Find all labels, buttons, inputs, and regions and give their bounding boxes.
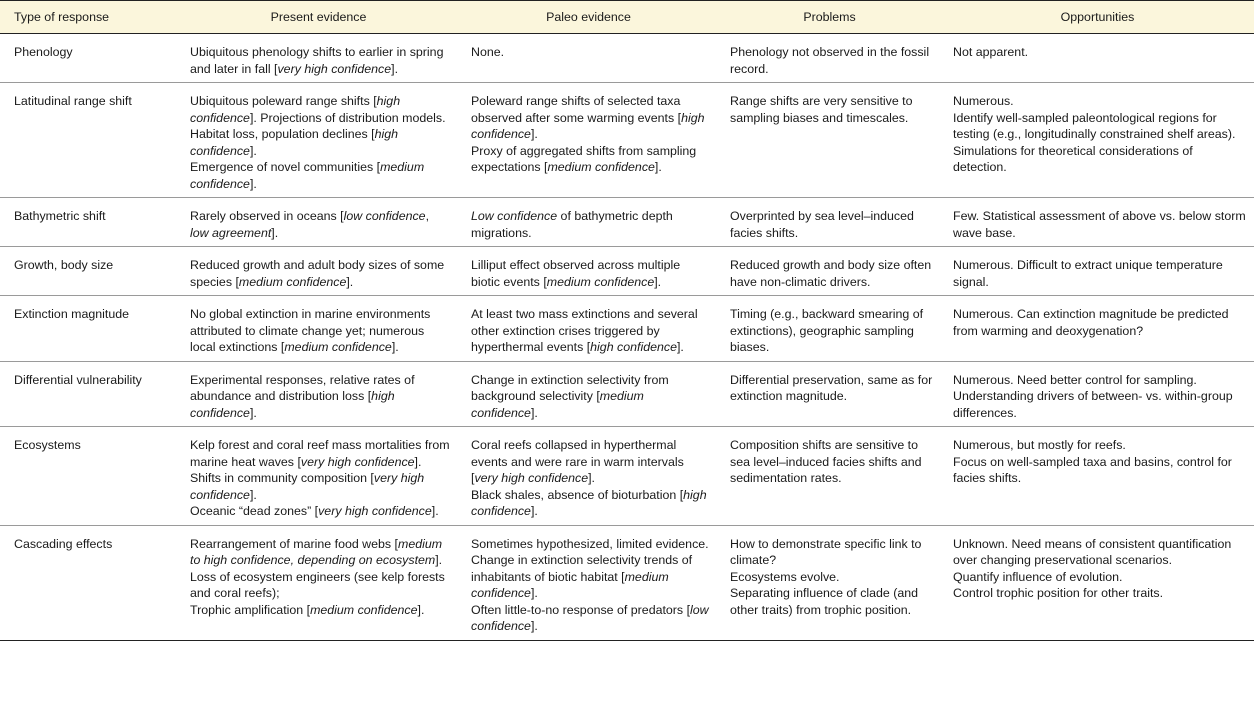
header-type-of-response: Type of response xyxy=(0,1,178,34)
cell-paragraph xyxy=(953,208,1246,241)
confidence-text: high confidence xyxy=(190,94,401,125)
paleo-evidence-cell xyxy=(459,296,718,362)
cell-text: Kelp forest and coral reef mass mortalities from marine heat waves [ xyxy=(190,438,450,469)
confidence-text: medium to high confidence, depending on ecosystem xyxy=(190,536,443,567)
cell-paragraph xyxy=(471,257,710,290)
problems-cell xyxy=(718,34,941,83)
cell-text: Reduced growth and adult body sizes of some species [ xyxy=(190,258,445,289)
header-paleo-evidence: Paleo evidence xyxy=(459,1,718,34)
cell-paragraph xyxy=(471,372,710,422)
cell-paragraph xyxy=(730,437,933,487)
header-problems: Problems xyxy=(718,1,941,34)
opportunities-cell xyxy=(941,34,1254,83)
table-row xyxy=(0,427,1254,526)
cell-text: Rarely observed in oceans [ xyxy=(190,209,344,223)
confidence-text: high confidence xyxy=(471,110,705,141)
cell-paragraph xyxy=(190,503,451,520)
opportunities-cell xyxy=(941,198,1254,247)
confidence-text: very high confidence xyxy=(300,454,415,469)
present-evidence-cell xyxy=(178,361,459,427)
cell-text: Black shales, absence of bioturbation [ xyxy=(471,487,684,502)
cell-text: Habitat loss, population declines [ xyxy=(190,127,375,141)
cell-text: Numerous, but mostly for reefs. xyxy=(953,438,1126,452)
cell-text: ]. xyxy=(654,160,662,174)
cell-paragraph xyxy=(471,143,710,176)
paleo-evidence-cell xyxy=(459,83,718,198)
cell-paragraph xyxy=(471,437,710,487)
problems-cell xyxy=(718,247,941,296)
cell-text: Change in extinction selectivity from background selectivity [ xyxy=(471,372,669,403)
cell-text: ]. xyxy=(530,619,538,633)
cell-text: ]. xyxy=(346,274,354,289)
cell-text: ]. xyxy=(530,586,538,600)
cell-paragraph xyxy=(730,536,933,569)
cell-text: Overprinted by sea level–induced facies shifts. xyxy=(730,209,914,240)
cell-text: Emergence of novel communities [ xyxy=(190,160,381,174)
cell-text: ]. xyxy=(249,143,257,158)
table-row xyxy=(0,247,1254,296)
cell-paragraph xyxy=(730,93,933,126)
cell-text: Shifts in community composition [ xyxy=(190,471,374,485)
cell-paragraph xyxy=(730,372,933,405)
cell-paragraph xyxy=(471,208,710,241)
cell-paragraph xyxy=(190,470,451,503)
present-evidence-cell xyxy=(178,427,459,526)
response-type-cell: Phenology xyxy=(0,34,178,83)
cell-paragraph xyxy=(953,257,1246,290)
cell-text: ]. xyxy=(391,340,399,354)
cell-text: ]. xyxy=(530,127,538,141)
problems-cell xyxy=(718,361,941,427)
cell-paragraph xyxy=(190,306,451,356)
cell-text: Ecosystems evolve. xyxy=(730,569,840,584)
present-evidence-cell xyxy=(178,198,459,247)
cell-text: ]. xyxy=(530,405,538,420)
cell-text: Ubiquitous poleward range shifts [ xyxy=(190,94,377,108)
cell-paragraph xyxy=(730,569,933,586)
cell-text: ]. xyxy=(271,225,279,240)
problems-cell xyxy=(718,525,941,640)
response-type-cell: Ecosystems xyxy=(0,427,178,526)
cell-text: of bathymetric depth migrations. xyxy=(471,209,673,240)
cell-text: Numerous. xyxy=(953,94,1014,108)
cell-paragraph xyxy=(190,536,451,569)
cell-paragraph xyxy=(730,44,933,77)
cell-text: ]. xyxy=(588,471,595,485)
cell-paragraph xyxy=(730,306,933,356)
table-row xyxy=(0,296,1254,362)
confidence-text: medium confidence xyxy=(284,340,392,354)
problems-cell xyxy=(718,427,941,526)
confidence-text: medium confidence xyxy=(310,602,418,617)
cell-paragraph xyxy=(471,93,710,143)
cell-paragraph xyxy=(953,44,1246,61)
problems-cell xyxy=(718,83,941,198)
table-row xyxy=(0,83,1254,198)
cell-paragraph xyxy=(953,306,1246,339)
cell-paragraph xyxy=(190,93,451,126)
confidence-text: low confidence xyxy=(343,209,426,223)
cell-text: Identify well-sampled paleontological regions for testing (e.g., longitudinally constrained shelf areas). Simulations for theoretical considerations of detection. xyxy=(953,110,1236,174)
cell-paragraph xyxy=(953,585,1246,602)
cell-text: Phenology not observed in the fossil record. xyxy=(730,45,930,76)
opportunities-cell xyxy=(941,525,1254,640)
cell-text: ]. xyxy=(249,487,257,502)
cell-paragraph xyxy=(471,306,710,356)
present-evidence-cell xyxy=(178,34,459,83)
table-row xyxy=(0,198,1254,247)
cell-paragraph xyxy=(471,44,710,61)
cell-paragraph xyxy=(190,159,451,192)
confidence-text: high confidence xyxy=(190,389,395,420)
confidence-text: high confidence xyxy=(590,340,677,354)
cell-paragraph xyxy=(953,454,1246,487)
cell-text: ]. xyxy=(530,504,538,518)
cell-text: Change in extinction selectivity trends of inhabitants of biotic habitat [ xyxy=(471,553,693,584)
table-row xyxy=(0,34,1254,83)
paleo-evidence-cell xyxy=(459,247,718,296)
confidence-text: high confidence xyxy=(471,487,707,518)
cell-text: ]. xyxy=(654,274,662,289)
cell-text: Experimental responses, relative rates of abundance and distribution loss [ xyxy=(190,372,415,403)
cell-text: None. xyxy=(471,45,505,59)
present-evidence-cell xyxy=(178,296,459,362)
table-header xyxy=(0,1,1254,34)
cell-paragraph xyxy=(730,257,933,290)
cell-paragraph xyxy=(471,487,710,520)
cell-text: Control trophic position for other traits. xyxy=(953,586,1164,600)
cell-paragraph xyxy=(953,569,1246,586)
opportunities-cell xyxy=(941,247,1254,296)
cell-text: At least two mass extinctions and several other extinction crises triggered by hyperthermal events [ xyxy=(471,307,698,354)
opportunities-cell xyxy=(941,296,1254,362)
cell-text: Quantify influence of evolution. xyxy=(953,569,1123,584)
cell-text: Lilliput effect observed across multiple biotic events [ xyxy=(471,258,681,289)
cell-text: Loss of ecosystem engineers (see kelp forests and coral reefs); xyxy=(190,569,445,600)
response-type-cell: Differential vulnerability xyxy=(0,361,178,427)
cell-text: ]. xyxy=(431,504,439,518)
cell-paragraph xyxy=(190,569,451,602)
cell-text: ]. Projections of distribution models. xyxy=(249,110,446,125)
paleo-evidence-cell xyxy=(459,525,718,640)
cell-text: ]. xyxy=(435,553,443,567)
cell-text: Rearrangement of marine food webs [ xyxy=(190,536,398,551)
cell-text: Numerous. Can extinction magnitude be predicted from warming and deoxygenation? xyxy=(953,307,1229,338)
cell-text: Coral reefs collapsed in hyperthermal events and were rare in warm intervals [ xyxy=(471,438,684,485)
paleo-evidence-cell xyxy=(459,198,718,247)
confidence-text: very high confidence xyxy=(190,471,425,502)
table-row xyxy=(0,361,1254,427)
paleo-evidence-cell xyxy=(459,427,718,526)
cell-text: , xyxy=(425,209,430,223)
paleo-evidence-cell xyxy=(459,361,718,427)
table-row xyxy=(0,525,1254,640)
table-body xyxy=(0,34,1254,641)
confidence-text: medium confidence xyxy=(546,274,655,289)
cell-text: ]. xyxy=(414,454,422,469)
cell-paragraph xyxy=(190,44,451,77)
cell-text: Numerous. Need better control for sampling. Understanding drivers of between- vs. within-group differences. xyxy=(953,372,1233,420)
cell-paragraph xyxy=(471,552,710,602)
confidence-text: very high confidence xyxy=(318,504,432,518)
cell-text: Unknown. Need means of consistent quantification over changing preservational scenarios. xyxy=(953,536,1232,567)
cell-text: Often little-to-no response of predators [ xyxy=(471,602,691,617)
cell-paragraph xyxy=(730,208,933,241)
cell-paragraph xyxy=(953,110,1246,176)
cell-text: Not apparent. xyxy=(953,45,1029,59)
cell-text: Trophic amplification [ xyxy=(190,602,311,617)
confidence-text: medium confidence xyxy=(471,389,644,420)
confidence-text: medium confidence xyxy=(547,160,655,174)
cell-text: ]. xyxy=(249,176,257,191)
cell-paragraph xyxy=(953,437,1246,454)
response-type-cell: Extinction magnitude xyxy=(0,296,178,362)
confidence-text: low confidence xyxy=(471,602,709,633)
confidence-text: high confidence xyxy=(190,127,399,158)
confidence-text: medium confidence xyxy=(190,160,425,191)
cell-text: Numerous. Difficult to extract unique temperature signal. xyxy=(953,258,1223,289)
response-type-cell: Latitudinal range shift xyxy=(0,83,178,198)
header-row xyxy=(0,1,1254,34)
header-present-evidence: Present evidence xyxy=(178,1,459,34)
cell-paragraph xyxy=(953,536,1246,569)
header-opportunities: Opportunities xyxy=(941,1,1254,34)
cell-text: ]. xyxy=(676,340,684,354)
cell-paragraph xyxy=(730,585,933,618)
cell-text: ]. xyxy=(249,405,257,420)
cell-text: Range shifts are very sensitive to sampling biases and timescales. xyxy=(730,94,913,125)
response-type-cell: Bathymetric shift xyxy=(0,198,178,247)
cell-paragraph xyxy=(190,602,451,619)
cell-text: Oceanic “dead zones” [ xyxy=(190,504,319,518)
cell-paragraph xyxy=(190,257,451,290)
cell-text: Timing (e.g., backward smearing of extinctions), geographic sampling biases. xyxy=(730,307,924,354)
cell-text: ]. xyxy=(391,61,399,76)
confidence-text: Low confidence xyxy=(471,209,558,223)
cell-paragraph xyxy=(190,208,451,241)
cell-paragraph xyxy=(471,536,710,553)
cell-text: Differential preservation, same as for extinction magnitude. xyxy=(730,372,933,403)
cell-text: Separating influence of clade (and other traits) from trophic position. xyxy=(730,586,919,617)
present-evidence-cell xyxy=(178,525,459,640)
cell-paragraph xyxy=(953,372,1246,422)
cell-text: Composition shifts are sensitive to sea level–induced facies shifts and sedimentation rates. xyxy=(730,438,922,485)
cell-text: Sometimes hypothesized, limited evidence. xyxy=(471,536,709,551)
cell-paragraph xyxy=(953,93,1246,110)
opportunities-cell xyxy=(941,427,1254,526)
cell-text: No global extinction in marine environments attributed to climate change yet; numerous local extinctions [ xyxy=(190,307,431,354)
cell-text: How to demonstrate specific link to climate? xyxy=(730,536,922,567)
confidence-text: medium confidence xyxy=(238,274,347,289)
response-type-cell: Growth, body size xyxy=(0,247,178,296)
cell-text: Focus on well-sampled taxa and basins, control for facies shifts. xyxy=(953,454,1232,485)
paleo-evidence-cell xyxy=(459,34,718,83)
confidence-text: low agreement xyxy=(190,225,272,240)
cell-text: Ubiquitous phenology shifts to earlier in spring and later in fall [ xyxy=(190,45,444,76)
opportunities-cell xyxy=(941,361,1254,427)
cell-paragraph xyxy=(190,437,451,470)
cell-text: Poleward range shifts of selected taxa observed after some warming events [ xyxy=(471,94,682,125)
present-evidence-cell xyxy=(178,83,459,198)
cell-text: Reduced growth and body size often have non-climatic drivers. xyxy=(730,258,932,289)
opportunities-cell xyxy=(941,83,1254,198)
response-type-cell: Cascading effects xyxy=(0,525,178,640)
cell-paragraph xyxy=(190,372,451,422)
confidence-text: medium confidence xyxy=(471,569,669,600)
present-evidence-cell xyxy=(178,247,459,296)
cell-text: ]. xyxy=(417,602,425,617)
confidence-text: very high confidence xyxy=(474,471,589,485)
problems-cell xyxy=(718,296,941,362)
cell-paragraph xyxy=(190,126,451,159)
cell-paragraph xyxy=(471,602,710,635)
cell-text: Few. Statistical assessment of above vs. below storm wave base. xyxy=(953,209,1246,240)
problems-cell xyxy=(718,198,941,247)
confidence-text: very high confidence xyxy=(277,61,392,76)
cell-text: Proxy of aggregated shifts from sampling expectations [ xyxy=(471,143,697,174)
